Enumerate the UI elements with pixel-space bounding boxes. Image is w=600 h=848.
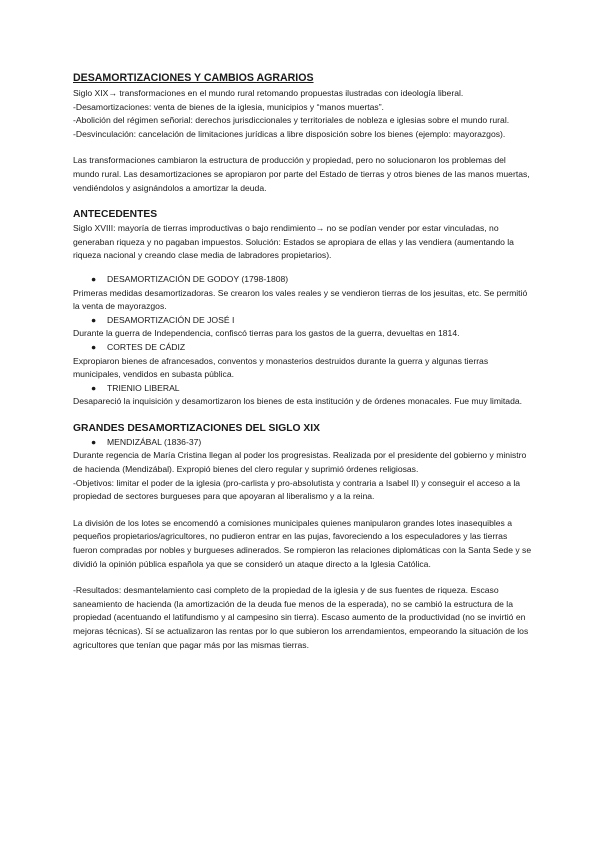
bullet-text: Durante la guerra de Independencia, confiscó tierras para los gastos de la guerra, devueltas en 1814. (73, 328, 460, 339)
bullet-item (73, 436, 533, 450)
document-title: DESAMORTIZACIONES Y CAMBIOS AGRARIOS (73, 72, 314, 84)
bullet-label: DESAMORTIZACIÓN DE JOSÉ I (107, 314, 235, 325)
lotes-paragraph: La división de los lotes se encomendó a comisiones municipales quienes manipularon grandes lotes inasequibles a pequeños propietarios/agricultores, no pudieron entrar en las pujas, favoreciendo a los especuladores y las tierras fueron compradas por nobles y burgueses adinerados. Se rompieron las relaciones diplomáticas con la Santa Sede y se dividió la opinión pública española ya que se consideró un ataque directo a la Iglesia Católica. (73, 517, 532, 569)
mendizabal-paragraph: Durante regencia de María Cristina llegan al poder los progresistas. Realizada por el presidente del gobierno y ministro de hacienda (Mendizábal). Expropió bienes del clero regular y suprimió órdenes religiosas. (73, 450, 527, 475)
intro-paragraph: Las transformaciones cambiaron la estructura de producción y propiedad, pero no solucionaron los problemas del mundo rural. Las desamortizaciones se apropiaron por parte del Estado de tierras y otros bienes de las manos muertas, vendiéndolos y asignándolos a amortizar la deuda. (73, 155, 530, 193)
bullet-label: TRIENIO LIBERAL (107, 382, 180, 393)
bullet-icon: ● (91, 314, 97, 325)
bullet-icon: ● (91, 341, 97, 352)
intro-line-2: -Desamortizaciones: venta de bienes de la iglesia, municipios y “manos muertas”. (73, 101, 384, 112)
bullet-text: Primeras medidas desamortizadoras. Se crearon los vales reales y se vendieron tierras de los jesuitas, etc. Se permitió la venta de mayorazgos. (73, 287, 528, 312)
bullet-icon: ● (91, 436, 97, 447)
intro-line-3: -Abolición del régimen señorial: derechos jurisdiccionales y territoriales de nobleza e iglesias sobre el mundo rural. (73, 115, 510, 126)
antecedentes-paragraph: Siglo XVIII: mayoría de tierras improductivas o bajo rendimiento→ no se podían vender por estar vinculadas, no generaban riqueza y no pagaban impuestos. Solución: Estados se apropiara de ellas y las vendiera (aumentando la riqueza nacional y creando clase media de labradores propietarios). (73, 223, 514, 261)
bullet-item (73, 341, 533, 355)
bullet-item (73, 273, 533, 287)
resultados-paragraph: -Resultados: desmantelamiento casi completo de la propiedad de la iglesia y de sus fuentes de riqueza. Escaso saneamiento de hacienda (la amortización de la deuda fue menos de la esperada), no se cambió la estructura de la propiedad (acentuando el latifundismo y al campesino sin tierra). Escaso aumento de la productividad (no se invirtió en mejoras técnicas). Sí se actualizaron las rentas por lo que subieron los arrendamientos, empeorando la situación de los agricultores que tenían que pagar más por las mismas tierras. (73, 585, 529, 650)
bullet-item (73, 314, 533, 328)
bullet-label: DESAMORTIZACIÓN DE GODOY (1798-1808) (107, 273, 289, 284)
bullet-icon: ● (91, 273, 97, 284)
antecedentes-heading: ANTECEDENTES (73, 209, 158, 221)
bullet-label: CORTES DE CÁDIZ (107, 341, 186, 352)
bullet-label: MENDIZÁBAL (1836-37) (107, 436, 202, 447)
document-body (73, 71, 533, 652)
bullet-text: Desapareció la inquisición y desamortizaron los bienes de esta institución y de órdenes monacales. Fue muy limitada. (73, 396, 523, 407)
intro-line-4: -Desvinculación: cancelación de limitaciones jurídicas a libre disposición sobre los bienes (ejemplo: mayorazgos). (73, 128, 506, 139)
bullet-icon: ● (91, 382, 97, 393)
bullet-text: Expropiaron bienes de afrancesados, conventos y monasterios destruidos durante la guerra y algunas tierras municipales, vendidos en subasta pública. (73, 355, 489, 380)
bullet-item (73, 382, 533, 396)
objetivos-paragraph: -Objetivos: limitar el poder de la iglesia (pro-carlista y pro-absolutista y contraria a Isabel II) y conseguir el acceso a la propiedad de sectores burgueses para que apoyaran al liberalismo y a la reina. (73, 477, 521, 502)
intro-line-1: Siglo XIX→ transformaciones en el mundo rural retomando propuestas ilustradas con ideología liberal. (73, 88, 464, 98)
grandes-heading: GRANDES DESAMORTIZACIONES DEL SIGLO XIX (73, 422, 320, 434)
